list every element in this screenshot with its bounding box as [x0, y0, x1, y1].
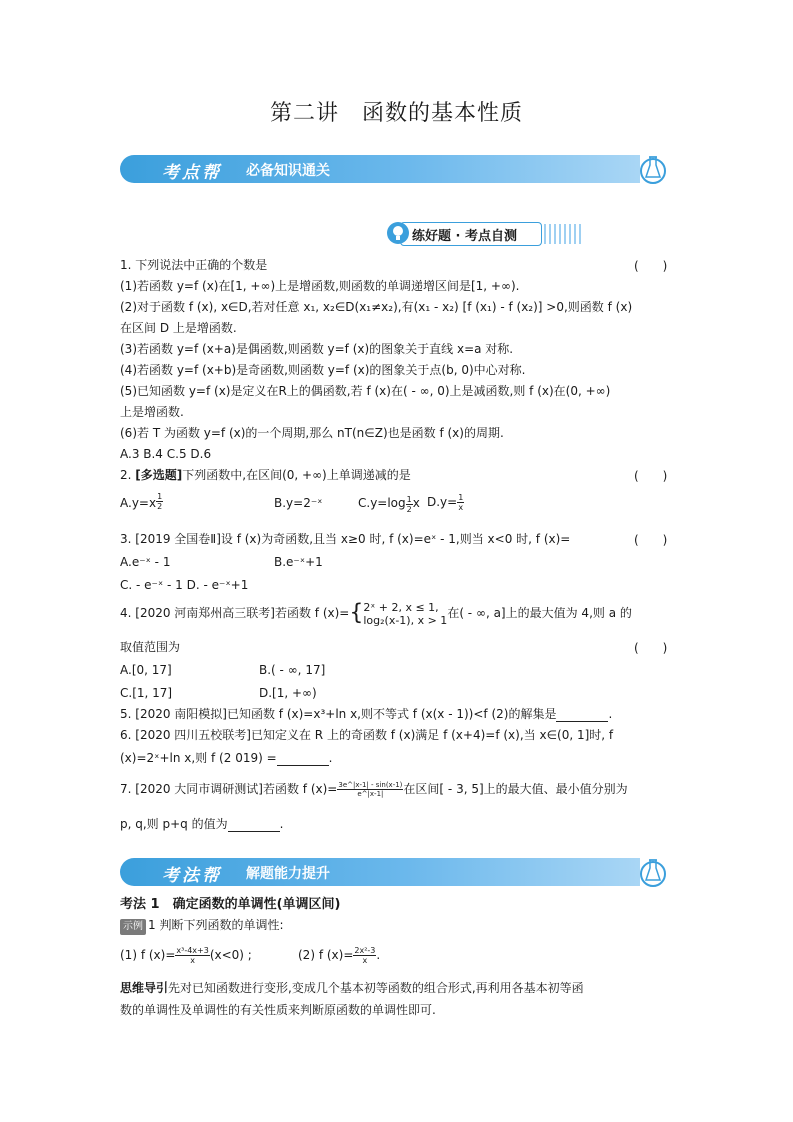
q7-pre: 7. [2020 大同市调研测试]若函数 f (x)= — [120, 782, 338, 796]
flask-icon — [638, 149, 668, 189]
q2-option-c-text: C.y=log — [358, 496, 406, 510]
q4-brace: { — [349, 600, 364, 626]
f2-frac: $\frac{\text{2x²-3}}{x}$ — [354, 946, 376, 965]
page-title: 第二讲 函数的基本性质 — [269, 101, 523, 126]
q4-stem — [120, 596, 632, 631]
q2-type: [多选题] — [135, 468, 183, 482]
q5-end: . — [608, 707, 613, 721]
guide-text-1: 先对已知函数进行变形,变成几个基本初等函数的组合形式,再利用各基本初等函 — [168, 981, 584, 995]
q7-answer-blank — [228, 819, 280, 832]
q2-number: 2. — [120, 468, 136, 482]
q7-end: . — [279, 817, 284, 831]
q4-line-2: 取值范围为 — [120, 640, 181, 654]
q1-line-2: (2)对于函数 f (x), x∈D,若对任意 x₁, x₂∈D(x₁≠x₂),有(x₁ - x₂) [f (x₁) - f (x₂)] >0,则函数 f (x) — [120, 300, 633, 314]
q2-option-d-text: D.y= — [427, 495, 458, 509]
q6-answer-blank — [277, 753, 329, 766]
guide-line-1 — [120, 980, 584, 996]
decorative-stripes — [544, 224, 584, 244]
q2-option-c-base: $\frac{1}{2}$ — [406, 495, 412, 514]
f2-post: . — [376, 948, 381, 962]
q2-option-a-exponent: $\frac{1}{2}$ — [157, 492, 163, 511]
q3-answer-paren: ( ) — [634, 533, 668, 547]
q1-line-4: (3)若函数 y=f (x+a)是偶函数,则函数 y=f (x)的图象关于直线 x=a 对称. — [120, 342, 514, 356]
q4-piecewise — [363, 601, 447, 627]
q6-line-2-text: (x)=2ˣ+ln x,则 f (2 019) = — [120, 751, 277, 765]
lightbulb-icon — [386, 220, 410, 246]
q5-answer-blank — [556, 709, 608, 722]
q4-option-a: A.[0, 17] — [120, 663, 172, 677]
q4-answer-paren: ( ) — [634, 641, 668, 655]
q7-post: 在区间[ - 3, 5]上的最大值、最小值分别为 — [403, 782, 628, 796]
q7-line-1 — [120, 776, 628, 802]
banner-subtitle: 必备知识通关 — [246, 163, 330, 179]
q2-option-d — [427, 490, 464, 514]
q4-option-b: B.( - ∞, 17] — [259, 663, 326, 677]
q2-option-c — [358, 492, 420, 514]
method-title: 考法 1 确定函数的单调性(单调区间) — [120, 897, 341, 912]
q7-frac: $\frac{3e\^{}|x-1| - \sin(x-1)}{e\^{}|x-1|}$ — [338, 781, 403, 798]
q6-line-1: 6. [2020 四川五校联考]已知定义在 R 上的奇函数 f (x)满足 f (x+4)=f (x),当 x∈(0, 1]时, f — [120, 728, 614, 742]
q1-line-5: (4)若函数 y=f (x+b)是奇函数,则函数 y=f (x)的图象关于点(b, 0)中心对称. — [120, 363, 526, 377]
q3-option-b: B.e⁻ˣ+1 — [274, 555, 323, 569]
example-f2 — [298, 942, 380, 968]
q2-option-a — [120, 492, 163, 514]
q6-end: . — [328, 751, 333, 765]
q2-option-a-text: A.y=x — [120, 496, 157, 510]
q4-option-d: D.[1, +∞) — [259, 686, 317, 700]
q4-case-1: 2ˣ + 2, x ≤ 1, — [363, 600, 439, 614]
guide-line-2: 数的单调性及单调性的有关性质来判断原函数的单调性即可. — [120, 1003, 436, 1017]
q4-stem-post: 在( - ∞, a]上的最大值为 4,则 a 的 — [447, 606, 632, 620]
f1-pre: (1) f (x)= — [120, 948, 176, 962]
q3-stem: 3. [2019 全国卷Ⅱ]设 f (x)为奇函数,且当 x≥0 时, f (x)=eˣ - 1,则当 x<0 时, f (x)= — [120, 532, 571, 546]
q7-line-2-text: p, q,则 p+q 的值为 — [120, 817, 228, 831]
q1-line-6: (5)已知函数 y=f (x)是定义在R上的偶函数,若 f (x)在( - ∞, 0)上是减函数,则 f (x)在(0, +∞) — [120, 384, 611, 398]
q1-line-7: 上是增函数. — [120, 405, 184, 419]
example-tag: 示例 — [120, 919, 146, 935]
section-banner-knowledge — [120, 155, 668, 183]
q2-option-c-arg: x — [412, 496, 420, 510]
q4-case-2: log₂(x-1), x > 1 — [363, 613, 448, 627]
banner-subtitle: 解题能力提升 — [246, 866, 330, 882]
practice-tag — [386, 222, 586, 246]
q1-options: A.3 B.4 C.5 D.6 — [120, 447, 212, 461]
example-text: 1 判断下列函数的单调性: — [148, 918, 284, 932]
flask-icon — [638, 852, 668, 892]
q1-line-1: (1)若函数 y=f (x)在[1, +∞)上是增函数,则函数的单调递增区间是[1, +∞). — [120, 279, 520, 293]
f1-post: (x<0) ; — [209, 948, 252, 962]
q4-stem-pre: 4. [2020 河南郑州高三联考]若函数 f (x)= — [120, 606, 350, 620]
practice-tag-label: 练好题 · 考点自测 — [412, 229, 517, 244]
q2-stem — [120, 467, 411, 483]
f2-pre: (2) f (x)= — [298, 948, 354, 962]
q5 — [120, 706, 612, 722]
q6-line-2 — [120, 750, 332, 766]
q1-line-8: (6)若 T 为函数 y=f (x)的一个周期,那么 nT(n∈Z)也是函数 f (x)的周期. — [120, 426, 504, 440]
section-banner-methods — [120, 858, 668, 886]
f1-frac: $\frac{\text{x³-4x+3}}{x}$ — [176, 946, 209, 965]
q1-answer-paren: ( ) — [634, 259, 668, 273]
q3-option-a: A.e⁻ˣ - 1 — [120, 555, 171, 569]
q1-stem: 1. 下列说法中正确的个数是 — [120, 258, 268, 272]
q7-line-2 — [120, 816, 283, 832]
q2-option-b: B.y=2⁻ˣ — [274, 496, 323, 510]
example-f1 — [120, 942, 252, 968]
q2-option-d-frac: $\frac{1}{x}$ — [458, 493, 464, 512]
banner-title: 考法帮 — [162, 866, 222, 886]
example-line — [120, 917, 284, 935]
q4-option-c: C.[1, 17] — [120, 686, 173, 700]
guide-label: 思维导引 — [120, 981, 169, 995]
q2-answer-paren: ( ) — [634, 469, 668, 483]
q1-line-3: 在区间 D 上是增函数. — [120, 321, 237, 335]
banner-title: 考点帮 — [162, 163, 222, 183]
q5-text: 5. [2020 南阳模拟]已知函数 f (x)=x³+ln x,则不等式 f (x(x - 1))<f (2)的解集是 — [120, 707, 557, 721]
q3-options-cd: C. - e⁻ˣ - 1 D. - e⁻ˣ+1 — [120, 578, 249, 592]
q2-text: 下列函数中,在区间(0, +∞)上单调递减的是 — [182, 468, 411, 482]
